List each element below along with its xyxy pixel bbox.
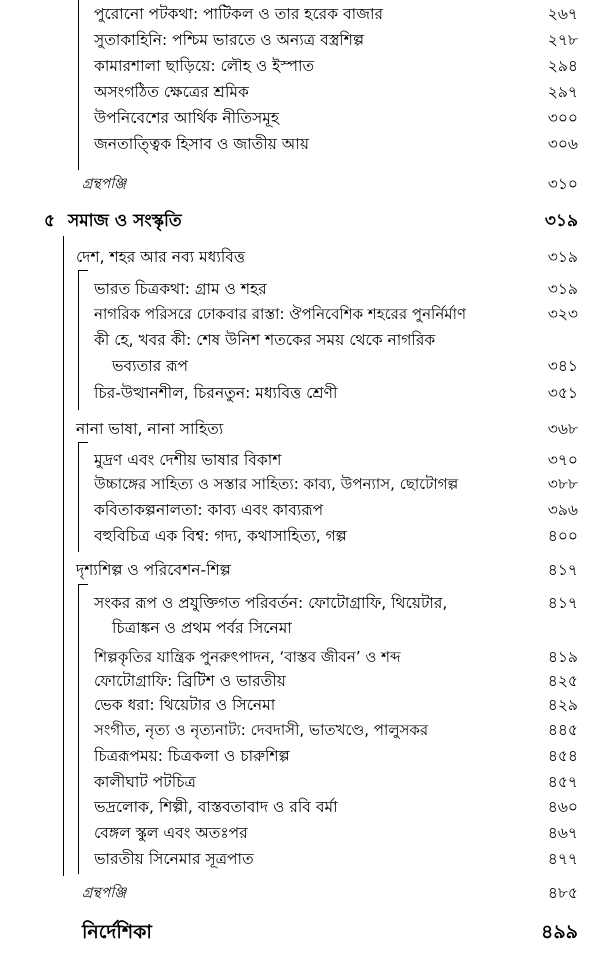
page-number: ৩১০ xyxy=(547,175,578,193)
page-number: ৪৫৭ xyxy=(547,773,578,791)
page-number: ২৬৭ xyxy=(547,5,578,23)
toc-entry-continuation: ভব্যতার রূপ xyxy=(112,357,189,375)
page-number: ৩৮৮ xyxy=(547,475,578,493)
toc-entry-continuation: চিত্রাঙ্কন ও প্রথম পর্বর সিনেমা xyxy=(112,619,292,637)
page-number: ৪৬৭ xyxy=(547,824,578,842)
section-title: দৃশ্যশিল্প ও পরিবেশন-শিল্প xyxy=(76,561,231,579)
toc-entry: উচ্চাঙ্গের সাহিত্য ও সস্তার সাহিত্য: কাব্য, উপন্যাস, ছোটোগল্প xyxy=(94,475,459,493)
page-number: ২৭৮ xyxy=(547,31,578,49)
page-number: ৩৪১ xyxy=(547,357,578,375)
page-number: ৪১৭ xyxy=(547,561,578,579)
toc-entry: পুরোনো পটকথা: পাটিকল ও তার হরেক বাজার xyxy=(94,5,383,23)
index-page-number: ৪৯৯ xyxy=(541,921,578,943)
page-number: ৩৬৮ xyxy=(547,420,578,438)
toc-entry: মুদ্রণ এবং দেশীয় ভাষার বিকাশ xyxy=(94,451,282,469)
page-number: ৩০০ xyxy=(547,109,578,127)
section-title: নানা ভাষা, নানা সাহিত্য xyxy=(76,420,224,438)
page-number: ৩০৬ xyxy=(547,135,578,153)
toc-entry: ভারতীয় সিনেমার সূত্রপাত xyxy=(94,850,254,868)
toc-entry: কামারশালা ছাড়িয়ে: লৌহ ও ইস্পাত xyxy=(94,57,315,75)
page-number: ৩১৯ xyxy=(547,248,578,266)
page-number: ৪৮৫ xyxy=(547,884,578,902)
bibliography-entry: গ্রন্থপঞ্জি xyxy=(82,176,127,192)
toc-entry: সংকর রূপ ও প্রযুক্তিগত পরিবর্তন: ফোটোগ্রাফি, থিয়েটার, xyxy=(94,594,448,612)
toc-entry: ভেক ধরা: থিয়েটার ও সিনেমা xyxy=(94,696,276,714)
chapter-bracket-line xyxy=(63,236,64,876)
section-bracket-line xyxy=(78,584,79,874)
page-number: ৪৬০ xyxy=(547,798,578,816)
chapter-number: ৫ xyxy=(44,211,56,231)
toc-entry: বেঙ্গল স্কুল এবং অতঃপর xyxy=(94,824,248,842)
toc-entry: নাগরিক পরিসরে ঢোকবার রাস্তা: ঔপনিবেশিক শহরের পুনর্নির্মাণ xyxy=(94,305,467,323)
page-number: ৪২৯ xyxy=(547,696,578,714)
page-number: ৩২৩ xyxy=(547,305,578,323)
section-bracket-tick xyxy=(78,270,88,271)
toc-entry: কী হে, খবর কী: শেষ উনিশ শতকের সময় থেকে নাগরিক xyxy=(94,331,436,349)
section-bracket-line xyxy=(78,270,79,410)
toc-entry: ফোটোগ্রাফি: ব্রিটিশ ও ভারতীয় xyxy=(94,672,286,690)
page-number: ২৯৭ xyxy=(547,83,578,101)
toc-entry: জনতাত্ত্বিক হিসাব ও জাতীয় আয় xyxy=(94,135,310,153)
page-number: ৪২৫ xyxy=(547,672,578,690)
page-number: ৩৯৬ xyxy=(547,501,578,519)
toc-entry: কালীঘাট পটচিত্র xyxy=(94,773,196,791)
page-number: ৪৫৪ xyxy=(547,747,578,765)
page-number: ৪১৭ xyxy=(547,594,578,612)
section-bracket-line xyxy=(78,442,79,552)
toc-entry: সুতাকাহিনি: পশ্চিম ভারতে ও অন্যত্র বস্ত্রশিল্প xyxy=(94,31,365,49)
page-number: ৩৫১ xyxy=(547,384,578,402)
bracket-line-top xyxy=(78,0,79,170)
section-title: দেশ, শহর আর নব্য মধ্যবিত্ত xyxy=(76,248,245,266)
page-number: ৩৭০ xyxy=(547,451,578,469)
page-number: ৪৭৭ xyxy=(547,850,578,868)
chapter-page-number: ৩১৯ xyxy=(544,211,578,231)
page-number: ৪৪৫ xyxy=(547,721,578,739)
toc-entry: ভদ্রলোক, শিল্পী, বাস্তবতাবাদ ও রবি বর্মা xyxy=(94,798,338,816)
toc-entry: শিল্পকৃতির যান্ত্রিক পুনরুৎপাদন, ‘বাস্তব জীবন’ ও শব্দ xyxy=(94,648,401,666)
toc-entry: বহুবিচিত্র এক বিশ্ব: গদ্য, কথাসাহিত্য, গল্প xyxy=(94,527,347,545)
chapter-title: সমাজ ও সংস্কৃতি xyxy=(68,211,182,231)
toc-entry: সংগীত, নৃত্য ও নৃত্যনাট্য: দেবদাসী, ভাতখণ্ডে, পালুসকর xyxy=(94,721,429,739)
page-number: ৪১৯ xyxy=(547,648,578,666)
toc-entry: চিত্ররূপময়: চিত্রকলা ও চারুশিল্প xyxy=(94,747,290,765)
toc-entry: অসংগঠিত ক্ষেত্রের শ্রমিক xyxy=(94,83,249,101)
toc-entry: কবিতাকল্পনালতা: কাব্য এবং কাব্যরূপ xyxy=(94,501,324,519)
toc-entry: ভারত চিত্রকথা: গ্রাম ও শহর xyxy=(94,280,267,298)
section-bracket-tick xyxy=(78,584,88,585)
toc-entry: চির-উত্থানশীল, চিরনতুন: মধ্যবিত্ত শ্রেণী xyxy=(94,384,338,402)
page-number: ২৯৪ xyxy=(547,57,578,75)
index-entry: নির্দেশিকা xyxy=(82,921,152,943)
section-bracket-tick xyxy=(78,442,88,443)
page-number: ৪০০ xyxy=(547,527,578,545)
bibliography-entry: গ্রন্থপঞ্জি xyxy=(82,885,127,901)
toc-entry: উপনিবেশের আর্থিক নীতিসমূহ xyxy=(94,109,280,127)
page-number: ৩১৯ xyxy=(547,280,578,298)
